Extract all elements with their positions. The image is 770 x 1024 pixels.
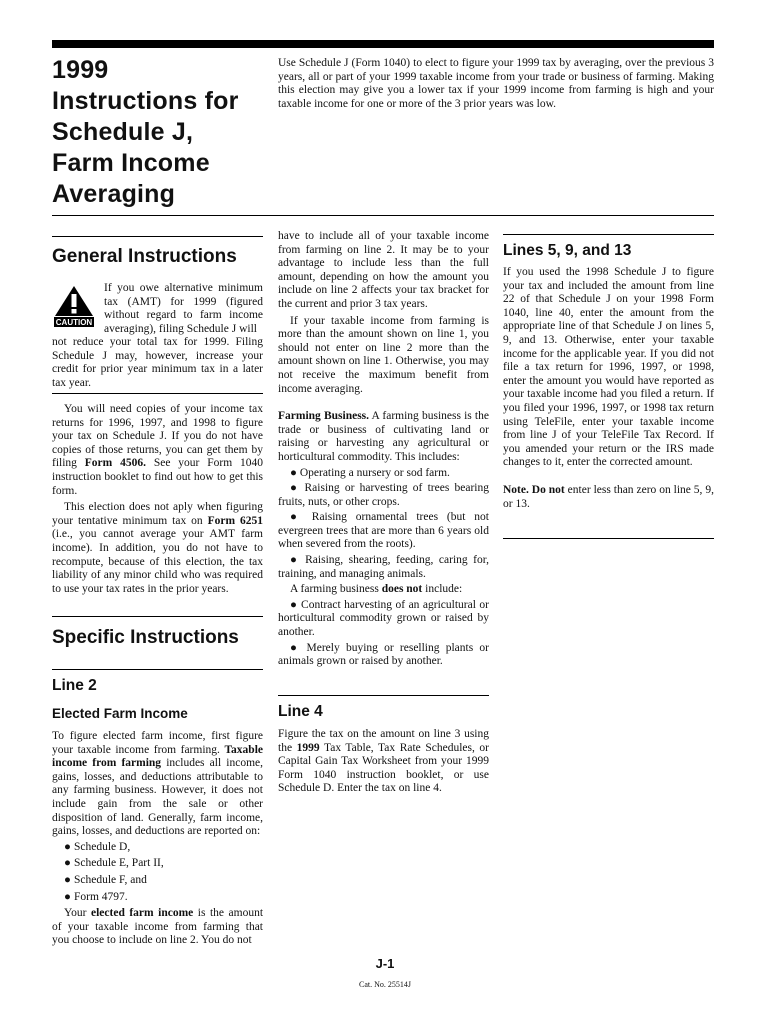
right-body [503, 266, 714, 511]
list-item: ● Schedule D, [64, 840, 131, 853]
middle-body [278, 230, 489, 669]
title-line: Averaging [52, 180, 176, 208]
general-body [52, 403, 263, 596]
elected-paragraph-1: To figure elected farm income, first figure your taxable income from farming. Taxable income from farming includes all income, gains, losses, and deductions attributable to any farming business. However, it does not include gain from the sale or other disposition of land. Generally, farm income, gains, losses, and deductions are reported on: [52, 730, 263, 838]
caution-label: CAUTION [55, 318, 93, 327]
middle-paragraph-2: If your taxable income from farming is more than the amount shown on line 1, you should not enter on line 2 more than the amount shown on line 1. Otherwise, you may not receive the maximum benefit from income averaging. [278, 314, 489, 395]
specific-body [52, 730, 263, 948]
general-instructions-heading: General Instructions [52, 246, 237, 267]
list-item: ● Schedule F, and [64, 873, 147, 886]
title-line: Schedule J, [52, 118, 194, 146]
list-item: ● Operating a nursery or sod farm. [290, 466, 450, 479]
document-title [52, 55, 272, 210]
list-item: ● Form 4797. [64, 890, 128, 903]
excludes-list [278, 599, 489, 669]
caution-icon [54, 285, 94, 327]
line-2-heading: Line 2 [52, 677, 97, 694]
elected-farm-income-heading: Elected Farm Income [52, 706, 188, 721]
elected-paragraph-2: Your elected farm income is the amount of your taxable income from farming that you choose to include on line 2. You do not [52, 907, 264, 947]
caution-text-continued: not reduce your total tax for 1999. Filing Schedule J may, however, increase your credit for prior year minimum tax in a later tax year. [52, 336, 263, 389]
list-item: ● Contract harvesting of an agricultural or horticultural commodity grown or raised by another. [278, 598, 489, 639]
lines-5-9-13-heading: Lines 5, 9, and 13 [503, 242, 632, 259]
title-line: Instructions for [52, 87, 239, 115]
general-paragraph-2: This election does not aply when figuring your tentative minimum tax on Form 6251 (i.e., you cannot average your AMT farm income). In addition, you do not have to recompute, because of this election, the tax liability of any minor child who was required to use your tax rates in the prior years. [52, 501, 263, 595]
line2-rule [52, 669, 263, 670]
caution-divider [52, 393, 263, 394]
general-paragraph-1: You will need copies of your income tax returns for 1996, 1997, and 1998 to figure your tax on Schedule J. If you do not have copies of those returns, you can get them by filing Form 4506. See your Form 1040 instruction booklet to find out how to get this form. [52, 403, 264, 497]
page-number: J-1 [375, 956, 395, 971]
right-column-end-rule [503, 538, 714, 539]
list-item: ● Schedule E, Part II, [64, 857, 164, 870]
caution-text-indented: If you owe alternative minimum tax (AMT) for 1999 (figured without regard to farm income averaging), filing Schedule J will [104, 282, 263, 335]
lines-5-9-13-paragraph: If you used the 1998 Schedule J to figure your tax and included the amount from line 22 of that Schedule J on your 1998 Form 1040, line 40, enter the amount from the appropriate line of that Schedule J on lines 5, 9, and 13. Otherwise, enter your taxable income for the applicable year. If you did not file a tax return for 1996, 1997, or 1998, enter the amount you would have reported as your taxable income had you filed a return. If you filed your 1996, 1997, or 1998 tax return using TeleFile, enter your taxable income from line J of your TeleFile Tax Record. If you amended your return or the IRS made changes to it, enter the corrected amount. [503, 266, 714, 469]
line-4-heading: Line 4 [278, 703, 323, 720]
title-line: Farm Income [52, 149, 210, 177]
note-paragraph: Note. Do not enter less than zero on line 5, 9, or 13. [503, 483, 714, 510]
header-divider [52, 215, 714, 216]
list-item: ● Merely buying or reselling plants or animals grown or raised by another. [278, 641, 489, 668]
specific-instructions-heading: Specific Instructions [52, 627, 239, 648]
list-item: ● Raising, shearing, feeding, caring for, training, and managing animals. [278, 554, 489, 580]
line-4-paragraph: Figure the tax on the amount on line 3 using the 1999 Tax Table, Tax Rate Schedules, or Capital Gain Tax Worksheet from your 1999 Form 1040 instruction booklet, or use Schedule D. Enter the tax on line 4. [278, 728, 489, 795]
middle-paragraph-1: have to include all of your taxable income from farming on line 2. It may be to your advantage to include less than the full amount, depending on how the amount you include on line 2 affects your tax bracket for the current and prior 3 tax years. [278, 230, 489, 310]
title-year: 1999 [52, 56, 109, 84]
includes-list [278, 467, 489, 582]
list-item: ● Raising or harvesting of trees bearing fruits, nuts, or other crops. [278, 482, 489, 508]
does-not-include-paragraph: A farming business does not include: [290, 583, 463, 596]
general-heading-rule [52, 236, 263, 237]
intro-paragraph: Use Schedule J (Form 1040) to elect to figure your 1999 tax by averaging, over the previous 3 years, all or part of your 1999 taxable income from your trade or business of farming. Making this election may give you a lower tax if your 1999 income from farming is high and your taxable income for one or more of the 3 prior years was low. [278, 57, 714, 110]
list-item: ● Raising ornamental trees (but not evergreen trees that are more than 6 years old when severed from the roots). [278, 511, 489, 551]
top-rule-bar [52, 40, 714, 48]
farming-business-paragraph: Farming Business. A farming business is the trade or business of cultivating land or raising or harvesting any agricultural or horticultural commodity. This includes: [278, 410, 489, 463]
report-forms-list [52, 841, 263, 904]
catalog-number: Cat. No. 25514J [359, 980, 411, 989]
specific-heading-rule [52, 616, 263, 617]
lines-5-9-13-rule [503, 234, 714, 235]
line4-rule [278, 695, 489, 696]
